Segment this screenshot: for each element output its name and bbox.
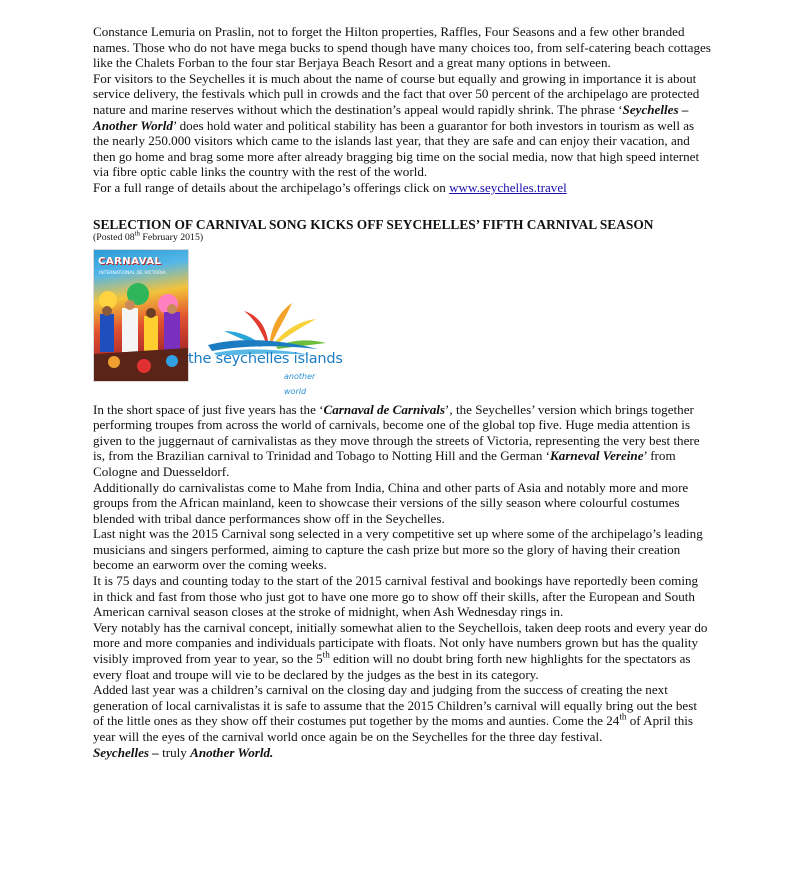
article-text-1b: ’, the Seychelles’ version which brings together performing troupes from across the world of carnivals, become one of the global top five. Huge media attention is given to the juggernaut of carnivalistas as they move through the streets of Victoria, representing the very best there is, from the Brazilian carnival to Trinidad and Tobago to Notting Hill and the German ‘: [93, 401, 700, 464]
article-text-5a: Very notably has the carnival concept, initially somewhat alien to the Seychellois, taken deep roots and every year do more and more companies and individuals participate with floats. Not only have numbers grown but has the quality visibly improved from year to year, so the 5: [93, 619, 708, 667]
intro-paragraph-1: [93, 24, 711, 71]
posted-text-a: (Posted 08: [93, 231, 135, 243]
closing-line: [93, 745, 711, 761]
seychelles-travel-link[interactable]: www.seychelles.travel: [449, 179, 567, 195]
article-images: [93, 249, 711, 397]
logo-wordmark: the seychelles islands: [188, 350, 343, 367]
article-text-6a: Added last year was a children’s carnival on the closing day and judging from the success of creating the next generation of local carnivalistas it is safe to assume that the 2015 Children’s carnival will equally bring out the best of the little ones as they show off their costumes put together by the moms and aunties. Come the 24: [93, 682, 697, 729]
article-text-1c: ’ from Cologne and Duesseldorf.: [93, 448, 676, 479]
poster-subtitle: INTERNATIONAL DE VICTORIA: [99, 270, 166, 276]
closing-emphasis-2: Another World.: [190, 744, 274, 760]
closing-text: truly: [158, 744, 191, 760]
poster-crowd-illustration: [94, 278, 188, 381]
article-sup-5: th: [322, 649, 330, 660]
intro-emphasis: Seychelles – Another World: [93, 101, 689, 133]
article-paragraph-3: Last night was the 2015 Carnival song selected in a very competitive set up where some of the archipelago’s leading musicians and singers performed, aiming to capture the cash prize but more so the glory of having their creation become an earworm over the coming weeks.: [93, 526, 703, 573]
intro-paragraph-3: [93, 180, 711, 196]
intro-paragraph-2: [93, 71, 711, 180]
article-paragraph-4: It is 75 days and counting today to the start of the 2015 carnival festival and bookings have reportedly been coming in thick and fast from those who just got to have one more go to show off their skills, after the European and South American carnival season closes at the stroke of midnight, when Ash Wednesday rings in.: [93, 573, 699, 620]
article-sup-6: th: [619, 712, 627, 723]
article-emphasis-1: Carnaval de Carnivals: [323, 401, 446, 417]
article-paragraph-5: [93, 620, 711, 682]
closing-emphasis-1: Seychelles –: [93, 744, 159, 760]
article-text-1a: In the short space of just five years has the ‘: [93, 401, 324, 417]
posted-text-b: February 2015): [139, 231, 204, 243]
article-headline: SELECTION OF CARNIVAL SONG KICKS OFF SEYCHELLES’ FIFTH CARNIVAL SEASON: [93, 216, 654, 232]
posted-date: [93, 232, 711, 244]
article-text-5b: edition will no doubt bring forth new highlights for the spectators as every float and troupe will vie to be declared by the judges as the best in its category.: [93, 651, 691, 682]
intro-text-2a: For visitors to the Seychelles it is much about the name of course but equally and growing in importance it is about service delivery, the festivals which pull in crowds and the fact that over 50 percent of the archipelago are protected nature and marine reserves without which the destination’s appeal would rapidly shrink. The phrase ‘: [93, 70, 700, 117]
article-text-6b: of April this year will the eyes of the carnival world once again be on the Seychelles for the three day festival.: [93, 713, 694, 744]
poster-title: CARNAVAL: [98, 255, 162, 267]
carnival-poster-image: [93, 249, 189, 382]
intro-text-3: For a full range of details about the archipelago’s offerings click on: [93, 179, 450, 195]
logo-tagline: another world: [284, 371, 316, 397]
article-paragraph-1: [93, 402, 711, 480]
article-paragraph-6: [93, 682, 711, 744]
seychelles-islands-logo: [188, 299, 343, 397]
posted-sup: th: [134, 230, 140, 238]
article-paragraph-2: Additionally do carnivalistas come to Mahe from India, China and other parts of Asia and notably more and more groups from the African mainland, keen to showcase their versions of the silly season where colourful costumes blended with tribal dance performances show off in the Seychelles.: [93, 479, 689, 526]
article-emphasis-2: Karneval Vereine: [550, 448, 644, 464]
intro-text-2b: ’ does hold water and political stability has been a guarantor for both investors in tourism as well as the nearly 250.000 visitors which came to the islands last year, that they are safe and can enjoy their vacation, and then go home and brag some more after already bragging big time on the social media, now that high speed internet via fibre optic cable links the country with the rest of the world.: [93, 117, 700, 180]
intro-text-1: Constance Lemuria on Praslin, not to forget the Hilton properties, Raffles, Four Seasons and a few other branded names. Those who do not have mega bucks to spend though have many choices too, from self-catering beach cottages like the Chalets Forban to the four star Berjaya Beach Resort and a great many options in between.: [93, 24, 711, 71]
document-page: [93, 24, 711, 760]
seychelles-logo-mark: [188, 299, 338, 355]
